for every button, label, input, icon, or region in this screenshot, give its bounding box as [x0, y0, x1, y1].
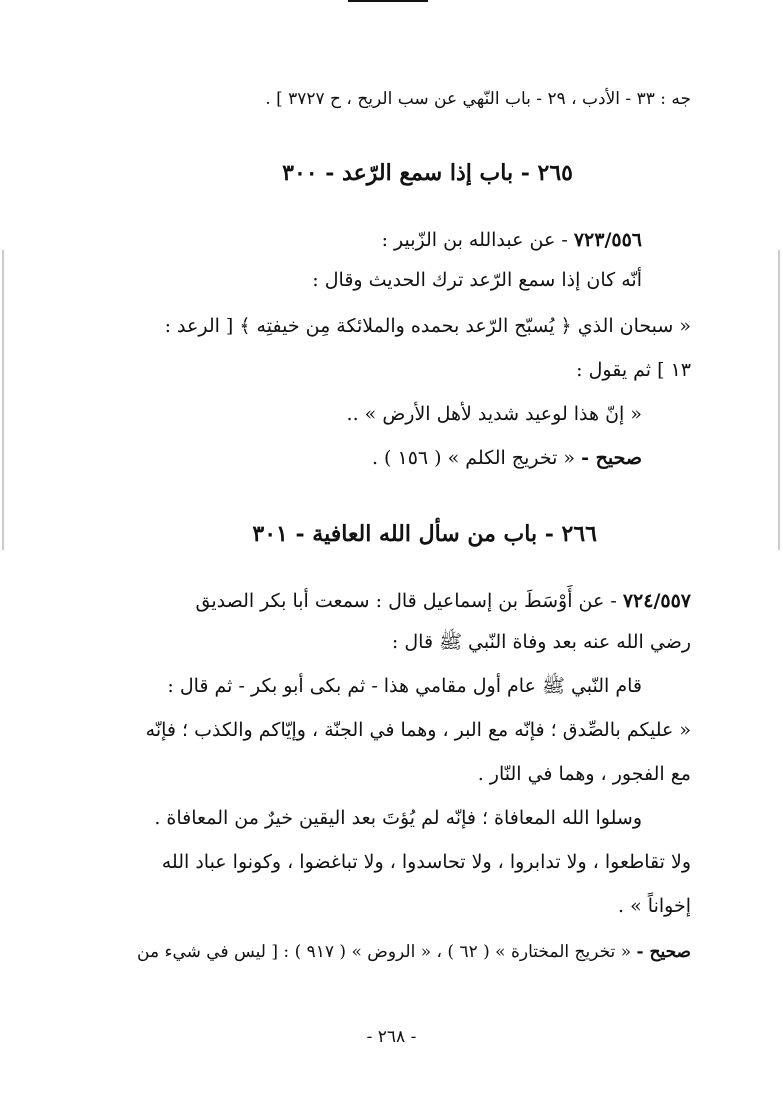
chapter-265-title: ٢٦٥ - باب إذا سمع الرّعد - ٣٠٠ [282, 160, 573, 186]
text-line: « عليكم بالصِّدق ؛ فإنّه مع البر ، وهما في الجنّة ، وإيّاكم والكذب ؛ فإنّه [145, 719, 691, 741]
narrator-line: - عن عبدالله بن الزّبير : [381, 229, 568, 251]
text-line: ولا تقاطعوا ، ولا تدابروا ، ولا تحاسدوا ، ولا تباغضوا ، وكونوا عباد الله [161, 851, 691, 873]
grade-label: صحيح - [581, 447, 642, 469]
chapter-266-title: ٢٦٦ - باب من سأل الله العافية - ٣٠١ [252, 521, 597, 547]
scan-edge-left [2, 250, 4, 550]
text-line: أنّه كان إذا سمع الرّعد ترك الحديث وقال : [312, 269, 642, 291]
grade-text: « تخريج المختارة » ( ٦٢ ) ، « الروض » ( ٩١٧ ) : [ ليس في شيء من [137, 942, 637, 962]
grade-text: « تخريج الكلم » ( ١٥٦ ) . [371, 447, 582, 469]
grade-line [137, 937, 691, 967]
hadith-number: ٧٢٣/٥٥٦ [573, 229, 642, 251]
page-number: - ٢٦٨ - [366, 1027, 417, 1047]
text-line: مع الفجور ، وهما في النّار . [477, 763, 691, 785]
text-line: قام النّبي ﷺ عام أول مقامي هذا - ثم بكى أبو بكر - ثم قال : [167, 675, 642, 697]
hadith-556-intro [382, 225, 642, 255]
scan-edge-right [778, 250, 780, 550]
hadith-557-intro [195, 586, 691, 616]
text-line: « إنّ هذا لوعيد شديد لأهل الأرض » .. [346, 403, 642, 425]
top-rule [348, 0, 428, 2]
hadith-number: ٧٢٤/٥٥٧ [622, 590, 691, 612]
grade-line [372, 443, 642, 473]
text-line: « سبحان الذي ﴿ يُسبّح الرّعد بحمده والملائكة مِن خيفتِه ﴾ [ الرعد : [164, 315, 691, 337]
header-reference: جه : ٣٣ - الأدب ، ٢٩ - باب النّهي عن سب الريح ، ح ٣٧٢٧ ] . [265, 89, 691, 109]
text-line: وسلوا الله المعافاة ؛ فإنّه لم يُؤتَ بعد اليقين خيرٌ من المعافاة . [154, 807, 642, 829]
narrator-line: - عن أَوْسَطَ بن إسماعيل قال : سمعت أبا بكر الصديق [195, 590, 617, 612]
grade-label: صحيح - [636, 942, 691, 962]
text-line: ١٣ ] ثم يقول : [576, 359, 691, 381]
text-line: رضي الله عنه بعد وفاة النّبي ﷺ قال : [391, 631, 691, 653]
text-line: إخواناً » . [618, 895, 691, 917]
